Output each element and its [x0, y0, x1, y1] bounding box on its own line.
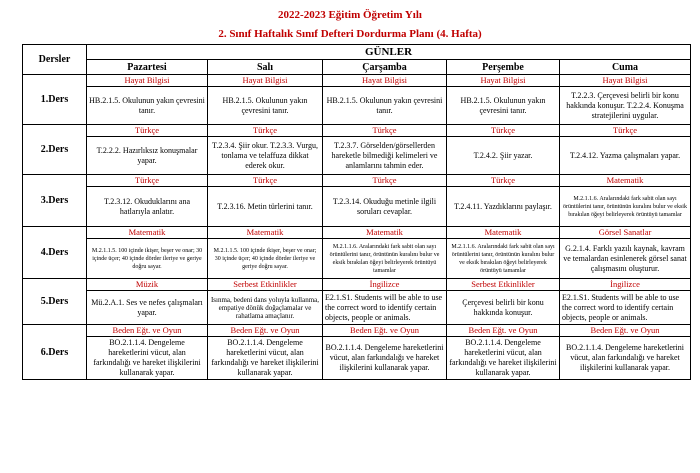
lesson-cell-wrap: [447, 325, 559, 379]
outcome-text: BO.2.1.1.4. Dengeleme hareketlerini vücut, alan farkındalığı ve hareket ilişkilerini kullanarak yapar.: [93, 338, 201, 377]
lesson-cell: [447, 75, 560, 125]
header-gunler: GÜNLER: [87, 45, 691, 60]
lesson-cell-wrap: [323, 227, 446, 278]
table-row: [23, 75, 691, 125]
subject-name: İngilizce: [323, 279, 446, 291]
lesson-cell-wrap: [323, 175, 446, 226]
lesson-cell: [447, 175, 560, 227]
lesson-cell-wrap: [560, 325, 690, 379]
lesson-cell: [560, 325, 691, 380]
lesson-cell: [447, 227, 560, 279]
lesson-cell: [323, 175, 447, 227]
lesson-cell: [323, 325, 447, 380]
subject-name: Görsel Sanatlar: [560, 227, 690, 239]
lesson-cell: [208, 325, 323, 380]
lesson-cell-wrap: [323, 279, 446, 324]
subject-name: Matematik: [208, 227, 322, 239]
lesson-cell: [560, 125, 691, 175]
outcome-text: HB.2.1.5. Okulunun yakın çevresini tanır.: [222, 95, 308, 115]
lesson-cell-wrap: [208, 279, 322, 324]
lesson-cell-wrap: [87, 175, 207, 226]
lesson-cell: [447, 125, 560, 175]
outcome-text: Çerçevesi belirli bir konu hakkında konuşur.: [462, 297, 544, 317]
subject-name: Türkçe: [323, 125, 446, 137]
subject-name: Beden Eğt. ve Oyun: [208, 325, 322, 337]
subject-name: Matematik: [87, 227, 207, 239]
outcome-text: E2.1.S1. Students will be able to use the correct word to identify certain objects, people or animals.: [562, 292, 680, 322]
lesson-label: 3.Ders: [23, 175, 87, 227]
lesson-cell: [87, 175, 208, 227]
lesson-cell-wrap: [560, 75, 690, 124]
subject-name: Hayat Bilgisi: [560, 75, 690, 87]
lesson-cell: [447, 325, 560, 380]
outcome-text: T.2.3.7. Görselden/görsellerden hareketle bilmediği kelimeleri ve anlamlarını tahmin eder.: [331, 140, 438, 170]
outcome-text: Mü.2.A.1. Ses ve nefes çalışmaları yapar.: [91, 297, 203, 317]
subject-name: Türkçe: [447, 175, 559, 187]
subject-name: Türkçe: [208, 125, 322, 137]
outcome-text: M.2.1.1.6. Aralarındaki fark sabit olan sayı örüntülerini tanır, örüntünün kuralını bulur ve eksik bırakılan öğeyi belirleyerek örüntüyü tamamlar: [329, 243, 440, 274]
lesson-cell: [323, 125, 447, 175]
lesson-cell-wrap: [208, 75, 322, 124]
lesson-cell-wrap: [560, 227, 690, 278]
day-header-0: Pazartesi: [87, 60, 208, 75]
outcome-text: T.2.4.11. Yazdıklarını paylaşır.: [454, 201, 552, 211]
lesson-cell-wrap: [447, 125, 559, 174]
day-header-4: Cuma: [560, 60, 691, 75]
outcome-text: T.2.3.16. Metin türlerini tanır.: [217, 201, 313, 211]
lesson-cell-wrap: [87, 227, 207, 278]
table-row: [23, 227, 691, 279]
document-title-year: 2022-2023 Eğitim Öğretim Yılı: [278, 9, 422, 21]
outcome-text: T.2.2.3. Çerçevesi belirli bir konu hakkında konuşur. T.2.2.4. Konuşma stratejilerini uygular.: [566, 90, 684, 120]
outcome-text: BO.2.1.1.4. Dengeleme hareketlerini vücut, alan farkındalığı ve hareket ilişkilerini kullanarak yapar.: [211, 338, 319, 377]
subject-name: Türkçe: [447, 125, 559, 137]
subject-name: Hayat Bilgisi: [87, 75, 207, 87]
lesson-cell-wrap: [87, 325, 207, 379]
lesson-cell-wrap: [447, 175, 559, 226]
table-row: [23, 279, 691, 325]
lesson-cell-wrap: [208, 227, 322, 278]
lesson-cell-wrap: [87, 75, 207, 124]
lesson-cell: [560, 279, 691, 325]
lesson-cell: [87, 227, 208, 279]
lesson-cell-wrap: [447, 279, 559, 324]
subject-name: Beden Eğt. ve Oyun: [323, 325, 446, 337]
lesson-cell-wrap: [560, 279, 690, 324]
header-dersler: Dersler: [23, 45, 87, 75]
outcome-text: BO.2.1.1.4. Dengeleme hareketlerini vücut, alan farkındalığı ve hareket ilişkilerini kullanarak yapar.: [325, 343, 444, 372]
lesson-cell-wrap: [447, 227, 559, 278]
day-header-3: Perşembe: [447, 60, 560, 75]
lesson-cell: [560, 227, 691, 279]
lesson-label: 6.Ders: [23, 325, 87, 380]
lesson-cell: [208, 125, 323, 175]
subject-name: Hayat Bilgisi: [447, 75, 559, 87]
lesson-cell: [87, 325, 208, 380]
lesson-cell: [208, 175, 323, 227]
plan-body: [23, 75, 691, 380]
outcome-text: T.2.4.12. Yazma çalışmaları yapar.: [569, 150, 681, 160]
subject-name: Serbest Etkinlikler: [447, 279, 559, 291]
lesson-cell-wrap: [208, 325, 322, 379]
outcome-text: M.2.1.1.5. 100 içinde ikişer, beşer ve onar; 30 içinde üçer; 40 içinde dörder ileriye ve geriye doğru sayar.: [213, 247, 317, 270]
lesson-cell: [87, 75, 208, 125]
lesson-cell: [447, 279, 560, 325]
lesson-label: 2.Ders: [23, 125, 87, 175]
subject-name: Matematik: [447, 227, 559, 239]
outcome-text: M.2.1.1.6. Aralarındaki fark sabit olan sayı örüntülerini tanır, örüntünün kuralını bulur ve eksik bırakılan öğeyi belirleyerek örüntüyü tamamlar: [451, 243, 555, 274]
day-header-2: Çarşamba: [323, 60, 447, 75]
subject-name: Matematik: [323, 227, 446, 239]
outcome-text: T.2.4.2. Şiir yazar.: [473, 150, 533, 160]
outcome-text: BO.2.1.1.4. Dengeleme hareketlerini vücut, alan farkındalığı ve hareket ilişkilerini kullanarak yapar.: [449, 338, 557, 377]
lesson-cell: [208, 279, 323, 325]
subject-name: Serbest Etkinlikler: [208, 279, 322, 291]
lesson-cell: [87, 279, 208, 325]
lesson-label: 1.Ders: [23, 75, 87, 125]
subject-name: Hayat Bilgisi: [208, 75, 322, 87]
subject-name: Beden Eğt. ve Oyun: [560, 325, 690, 337]
subject-name: Türkçe: [208, 175, 322, 187]
lesson-cell: [208, 75, 323, 125]
subject-name: Türkçe: [560, 125, 690, 137]
outcome-text: M.2.1.1.5. 100 içinde ikişer, beşer ve onar; 30 içinde üçer; 40 içinde dörder ileriye ve geriye doğru sayar.: [91, 247, 203, 270]
outcome-text: HB.2.1.5. Okulunun yakın çevresini tanır.: [326, 95, 443, 115]
lesson-cell: [560, 75, 691, 125]
subject-name: Beden Eğt. ve Oyun: [447, 325, 559, 337]
subject-name: Hayat Bilgisi: [323, 75, 446, 87]
subject-name: Matematik: [560, 175, 690, 187]
lesson-cell-wrap: [447, 75, 559, 124]
document-title-plan: 2. Sınıf Haftalık Sınıf Defteri Dordurma Planı (4. Hafta): [218, 28, 482, 40]
outcome-text: HB.2.1.5. Okulunun yakın çevresini tanır.: [460, 95, 546, 115]
outcome-text: T.2.3.4. Şiir okur. T.2.3.3. Vurgu, tonlama ve telaffuza dikkat ederek okur.: [212, 140, 318, 170]
table-row: [23, 325, 691, 380]
lesson-cell-wrap: [560, 175, 690, 226]
lesson-cell-wrap: [323, 325, 446, 379]
lesson-cell-wrap: [208, 125, 322, 174]
outcome-text: Isınma, bedeni dans yoluyla kullanma, empatiye dönük doğaçlamalar ve rahatlama amaçlanır.: [210, 295, 320, 320]
subject-name: Müzik: [87, 279, 207, 291]
lesson-cell: [323, 227, 447, 279]
lesson-cell-wrap: [323, 75, 446, 124]
outcome-text: HB.2.1.5. Okulunun yakın çevresini tanır.: [89, 95, 205, 115]
days-header-row: [23, 60, 691, 75]
subject-name: Türkçe: [87, 175, 207, 187]
outcome-text: T.2.2.2. Hazırlıksız konuşmalar yapar.: [96, 145, 198, 165]
outcome-text: BO.2.1.1.4. Dengeleme hareketlerini vücut, alan farkındalığı ve hareket ilişkilerini kullanarak yapar.: [566, 343, 684, 372]
lesson-cell: [560, 175, 691, 227]
outcome-text: E2.1.S1. Students will be able to use the correct word to identify certain objects, people or animals.: [325, 292, 443, 322]
subject-name: İngilizce: [560, 279, 690, 291]
subject-name: Beden Eğt. ve Oyun: [87, 325, 207, 337]
day-header-1: Salı: [208, 60, 323, 75]
outcome-text: T.2.3.14. Okuduğu metinle ilgili soruları cevaplar.: [332, 196, 437, 216]
lesson-label: 5.Ders: [23, 279, 87, 325]
lesson-cell-wrap: [560, 125, 690, 174]
outcome-text: M.2.1.1.6. Aralarındaki fark sabit olan sayı örüntülerini tanır, örüntünün kuralını bulur ve eksik bırakılan öğeyi belirleyerek örüntüyü tamamlar: [563, 195, 687, 218]
lesson-cell-wrap: [87, 125, 207, 174]
subject-name: Türkçe: [323, 175, 446, 187]
subject-name: Türkçe: [87, 125, 207, 137]
lesson-cell: [208, 227, 323, 279]
table-row: [23, 125, 691, 175]
lesson-cell: [87, 125, 208, 175]
outcome-text: G.2.1.4. Farklı yazılı kaynak, kavram ve temalardan esinlenerek görsel sanat çalışmasını oluşturur.: [563, 243, 687, 273]
lesson-cell: [323, 75, 447, 125]
lesson-cell: [323, 279, 447, 325]
lesson-cell-wrap: [208, 175, 322, 226]
lesson-cell-wrap: [87, 279, 207, 324]
table-row: [23, 175, 691, 227]
lesson-label: 4.Ders: [23, 227, 87, 279]
weekly-plan-table: [22, 44, 691, 380]
lesson-cell-wrap: [323, 125, 446, 174]
outcome-text: T.2.3.12. Okuduklarını ana hatlarıyla anlatır.: [103, 196, 191, 216]
